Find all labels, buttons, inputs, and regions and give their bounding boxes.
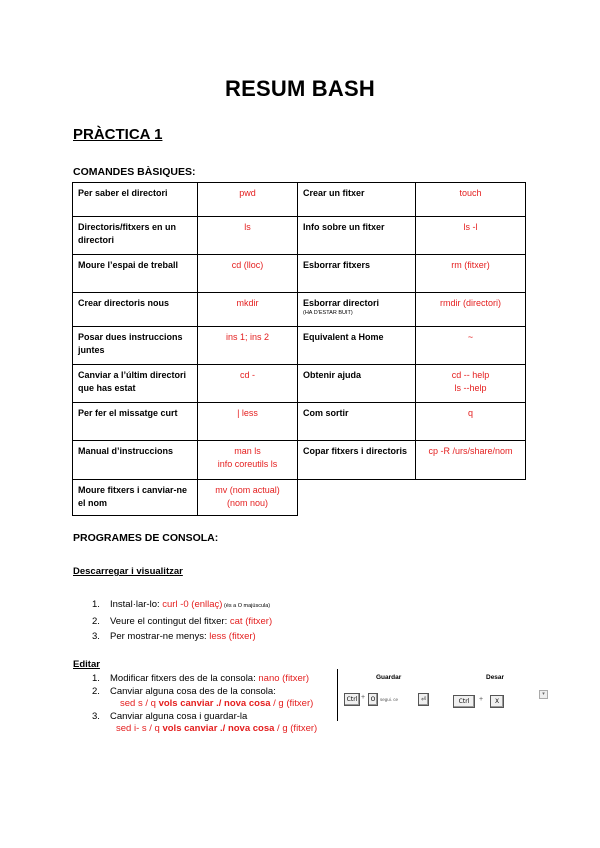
section-heading-practica: PRÀCTICA 1: [73, 126, 163, 143]
descarregar-list: [92, 597, 272, 644]
comandes-heading: COMANDES BÀSIQUES:: [73, 166, 196, 178]
table-cell-label: Crear directoris nous: [73, 293, 198, 327]
table-cell-command: q: [416, 403, 526, 441]
sed-i-command: sed i- s / q vols canviar ./ nova cosa / g (fitxer): [116, 723, 318, 734]
table-cell-command: | less: [198, 403, 298, 441]
table-cell-label: Manual d’instruccions: [73, 441, 198, 480]
commands-table: [72, 182, 526, 516]
list-item: 3. Canviar alguna cosa i guardar-la sed i- s / q vols canviar ./ nova cosa / g (fitxer): [92, 711, 318, 734]
table-cell-label: Crear un fitxer: [298, 183, 416, 217]
table-cell-label: Moure l’espai de treball: [73, 255, 198, 293]
table-row: [73, 403, 526, 441]
table-cell-command: cd -- help ls --help: [416, 365, 526, 403]
keyboard-shortcuts-image: Guardar Desar Ctrl + O segui. ce ⏎ Ctrl + X: [337, 669, 548, 721]
enter-key-icon: ⏎: [418, 693, 429, 706]
table-cell-command: cd (lloc): [198, 255, 298, 293]
sed-command: sed s / q vols canviar ./ nova cosa / g (fitxer): [120, 698, 314, 709]
list-item: 1. Instal·lar-lo: curl -0 (enllaç) (és a O majúscula): [92, 599, 271, 610]
table-row: [73, 255, 526, 293]
table-row: [73, 365, 526, 403]
table-cell-command: touch: [416, 183, 526, 217]
x-key-icon: X: [490, 695, 504, 708]
dropdown-arrow-icon[interactable]: ▾: [539, 690, 548, 699]
editar-heading: Editar: [73, 659, 100, 670]
table-cell-command: ls -l: [416, 217, 526, 255]
table-cell-label: Esborrar directori (HA D’ESTAR BUIT): [298, 293, 416, 327]
table-row: [73, 441, 526, 480]
table-cell-label: Posar dues instruccions juntes: [73, 327, 198, 365]
table-cell-label: Obtenir ajuda: [298, 365, 416, 403]
table-cell-label: Info sobre un fitxer: [298, 217, 416, 255]
table-cell-command: rmdir (directori): [416, 293, 526, 327]
table-cell-label: Com sortir: [298, 403, 416, 441]
table-row: [73, 293, 526, 327]
table-cell-label: Per fer el missatge curt: [73, 403, 198, 441]
table-cell-command: rm (fitxer): [416, 255, 526, 293]
table-cell-label: Per saber el directori: [73, 183, 198, 217]
desar-title: Desar: [486, 674, 505, 681]
table-row: [73, 183, 526, 217]
empty-cell: [298, 480, 526, 516]
table-cell-command: ls: [198, 217, 298, 255]
table-cell-command: ins 1; ins 2: [198, 327, 298, 365]
table-cell-label: Esborrar fitxers: [298, 255, 416, 293]
descarregar-heading: Descarregar i visualitzar: [73, 566, 183, 577]
list-item: 2. Canviar alguna cosa des de la consola: sed s / q vols canviar ./ nova cosa / g (fitxer): [92, 685, 317, 710]
list-item: 1. Modificar fitxers des de la consola: nano (fitxer): [92, 673, 310, 684]
table-cell-command: cp -R /urs/share/nom: [416, 441, 526, 480]
table-row: [73, 217, 526, 255]
ctrl-key-icon: Ctrl: [344, 693, 360, 706]
table-cell-command: mv (nom actual) (nom nou): [198, 480, 298, 516]
o-key-icon: O: [368, 693, 378, 706]
table-cell-label: Equivalent a Home: [298, 327, 416, 365]
table-cell-label: Directoris/fitxers en un directori: [73, 217, 198, 255]
editar-list: [92, 672, 317, 735]
table-cell-command: ~: [416, 327, 526, 365]
table-cell-command: pwd: [198, 183, 298, 217]
table-cell-command: man ls info coreutils ls: [198, 441, 298, 480]
list-item: 2. Veure el contingut del fitxer: cat (fitxer): [92, 616, 273, 627]
programes-heading: PROGRAMES DE CONSOLA:: [73, 532, 219, 544]
table-cell-label: Copar fitxers i directoris: [298, 441, 416, 480]
table-cell-label: Moure fitxers i canviar-ne el nom: [73, 480, 198, 516]
table-cell-label: Canviar a l’últim directori que has estat: [73, 365, 198, 403]
page-title: RESUM BASH: [225, 76, 375, 101]
list-item: 3. Per mostrar-ne menys: less (fitxer): [92, 631, 256, 642]
table-cell-command: mkdir: [198, 293, 298, 327]
table-cell-command: cd -: [198, 365, 298, 403]
table-row: [73, 480, 526, 516]
ctrl-key-icon: Ctrl: [453, 695, 475, 708]
guardar-title: Guardar: [376, 674, 402, 681]
table-row: [73, 327, 526, 365]
